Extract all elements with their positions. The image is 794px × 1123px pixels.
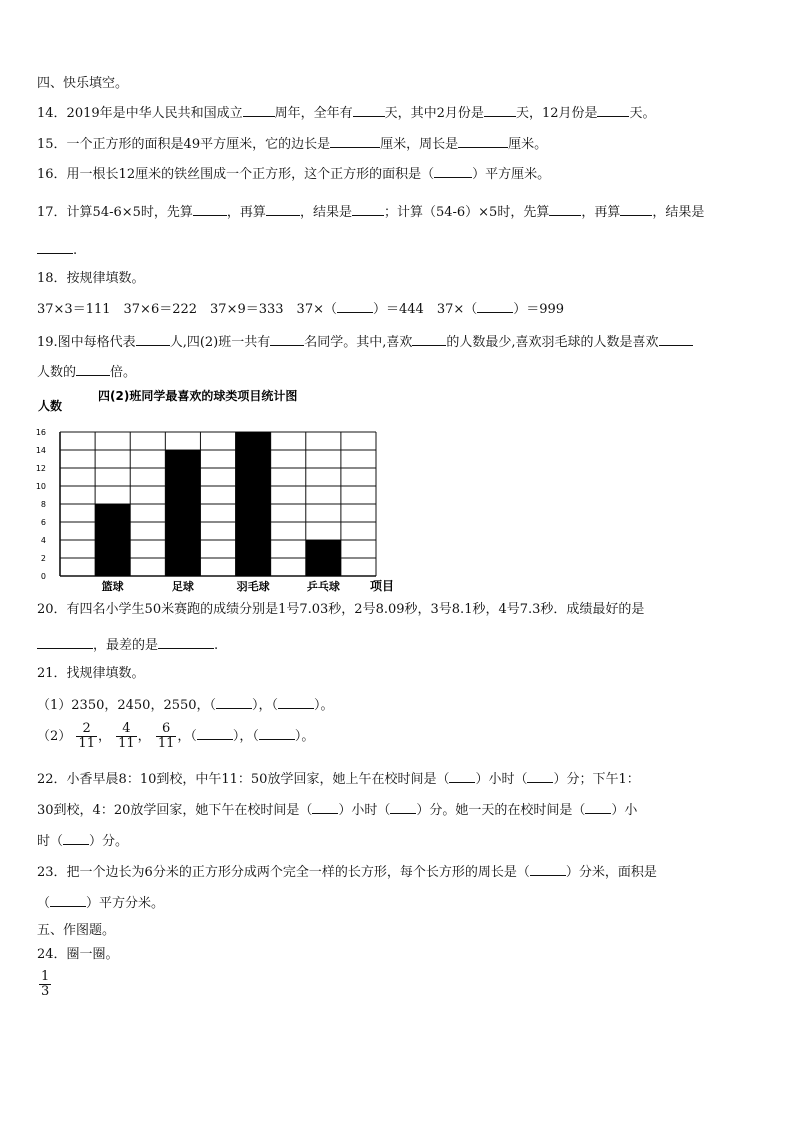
answer-blank[interactable] <box>76 362 110 376</box>
question-22-cont2: 时（ ）分。 <box>37 834 129 849</box>
x-category-labels <box>102 579 340 593</box>
question-17: 17．计算54-6×5时，先算 ，再算 ，结果是 ；计算（54-6）×5时，先算 ，再算 ，结果是 <box>37 202 704 222</box>
y-tick-label: 4 <box>40 536 46 545</box>
question-21-part1: （1）2350，2450，2550，（ ），（ ）。 <box>37 698 334 713</box>
bar-乒乓球 <box>306 540 341 576</box>
answer-blank[interactable] <box>216 696 252 709</box>
question-15: 15．一个正方形的面积是49平方厘米，它的边长是 厘米，周长是 厘米。 <box>37 134 547 154</box>
answer-blank[interactable] <box>390 801 416 814</box>
question-23-cont: （ ）平方分米。 <box>37 896 165 911</box>
bar-chart <box>28 384 408 596</box>
bar-羽毛球 <box>236 432 271 576</box>
answer-blank[interactable] <box>158 635 214 649</box>
bar-足球 <box>165 450 200 576</box>
x-tick-label: 篮球 <box>101 580 124 593</box>
answer-blank[interactable] <box>259 727 295 740</box>
y-tick-label: 6 <box>40 518 46 527</box>
question-22-cont: 30到校，4：20放学回家，她下午在校时间是（ ）小时（ ）分。她一天的在校时间是（ ）小 <box>37 803 638 818</box>
fraction: $\frac{6}{11}$ <box>157 721 175 751</box>
y-tick-label: 12 <box>35 464 46 473</box>
answer-blank[interactable] <box>484 103 516 117</box>
x-tick-label: 乒乓球 <box>306 580 340 593</box>
chart-title: 四(2)班同学最喜欢的球类项目统计图 <box>98 389 298 403</box>
answer-blank[interactable] <box>197 727 233 740</box>
section-4-heading: 四、快乐填空。 <box>37 76 129 91</box>
y-tick-label: 16 <box>35 428 46 437</box>
answer-blank[interactable] <box>353 103 385 117</box>
answer-blank[interactable] <box>449 770 475 783</box>
y-tick-label: 8 <box>40 500 46 509</box>
question-18-title: 18．按规律填数。 <box>37 271 145 286</box>
y-tick-label: 10 <box>35 482 46 491</box>
question-23: 23．把一个边长为6分米的正方形分成两个完全一样的长方形，每个长方形的周长是（ ）分米，面积是 <box>37 865 657 880</box>
question-21-title: 21．找规律填数。 <box>37 666 145 681</box>
x-tick-label: 足球 <box>171 580 194 593</box>
bar-篮球 <box>95 504 130 576</box>
answer-blank[interactable] <box>50 894 86 907</box>
answer-blank[interactable] <box>63 832 89 845</box>
x-tick-label: 羽毛球 <box>236 580 270 593</box>
fraction: $\frac{4}{11}$ <box>118 721 135 751</box>
answer-blank[interactable] <box>37 240 73 254</box>
answer-blank[interactable] <box>597 103 629 117</box>
y-axis-label: 人数 <box>38 399 63 413</box>
answer-blank[interactable] <box>477 300 513 313</box>
question-17-cont: . <box>37 240 77 260</box>
y-tick-label: 14 <box>35 446 46 455</box>
answer-blank[interactable] <box>549 202 581 216</box>
answer-blank[interactable] <box>585 801 611 814</box>
answer-blank[interactable] <box>434 165 472 178</box>
question-16: 16．用一根长12厘米的铁丝围成一个正方形，这个正方形的面积是（ ）平方厘米。 <box>37 167 551 182</box>
question-22: 22．小香早晨8：10到校，中午11：50放学回家，她上午在校时间是（ ）小时（ ）分；下午1： <box>37 772 640 787</box>
question-20: 20．有四名小学生50米赛跑的成绩分别是1号7.03秒，2号8.09秒，3号8.1秒，4号7.3秒．成绩最好的是 <box>37 602 645 617</box>
answer-blank[interactable] <box>352 202 384 216</box>
answer-blank[interactable] <box>266 202 300 216</box>
answer-blank[interactable] <box>193 202 227 216</box>
x-axis-label: 项目 <box>370 579 395 593</box>
answer-blank[interactable] <box>659 332 693 346</box>
question-24-fraction <box>38 970 52 999</box>
section-5-heading: 五、作图题。 <box>37 923 116 938</box>
answer-blank[interactable] <box>37 635 93 649</box>
fraction: $\frac{1}{3}$ <box>41 969 50 999</box>
question-24-title: 24．圈一圈。 <box>37 947 119 962</box>
question-19: 19.图中每格代表 人,四(2)班一共有 名同学。其中,喜欢 的人数最少,喜欢羽毛球的人数是喜欢 <box>37 332 693 352</box>
y-tick-label: 0 <box>40 572 46 581</box>
question-14: 14．2019年是中华人民共和国成立 周年，全年有 天，其中2月份是 天，12月份是 天。 <box>37 103 656 123</box>
answer-blank[interactable] <box>243 103 275 117</box>
answer-blank[interactable] <box>620 202 652 216</box>
answer-blank[interactable] <box>337 300 373 313</box>
question-18: 37×3＝111 37×6＝222 37×9＝333 37×（ ）＝444 37×（ ）＝999 <box>37 302 565 317</box>
answer-blank[interactable] <box>527 770 553 783</box>
answer-blank[interactable] <box>330 134 380 148</box>
answer-blank[interactable] <box>270 332 304 346</box>
answer-blank[interactable] <box>278 696 314 709</box>
answer-blank[interactable] <box>458 134 508 148</box>
question-19-cont: 人数的 倍。 <box>37 362 136 382</box>
answer-blank[interactable] <box>312 801 338 814</box>
y-tick-labels <box>36 428 46 581</box>
answer-blank[interactable] <box>412 332 446 346</box>
y-tick-label: 2 <box>40 554 46 563</box>
fraction: $\frac{2}{11}$ <box>78 721 95 751</box>
question-21-part2: （2） $\frac{2}{11}$ ， $\frac{4}{11}$ ， $\frac{6}{11}$ ，（ ），（ ）。 <box>37 721 315 751</box>
answer-blank[interactable] <box>136 332 170 346</box>
answer-blank[interactable] <box>530 863 566 876</box>
question-20-cont: ，最差的是 . <box>37 635 218 655</box>
